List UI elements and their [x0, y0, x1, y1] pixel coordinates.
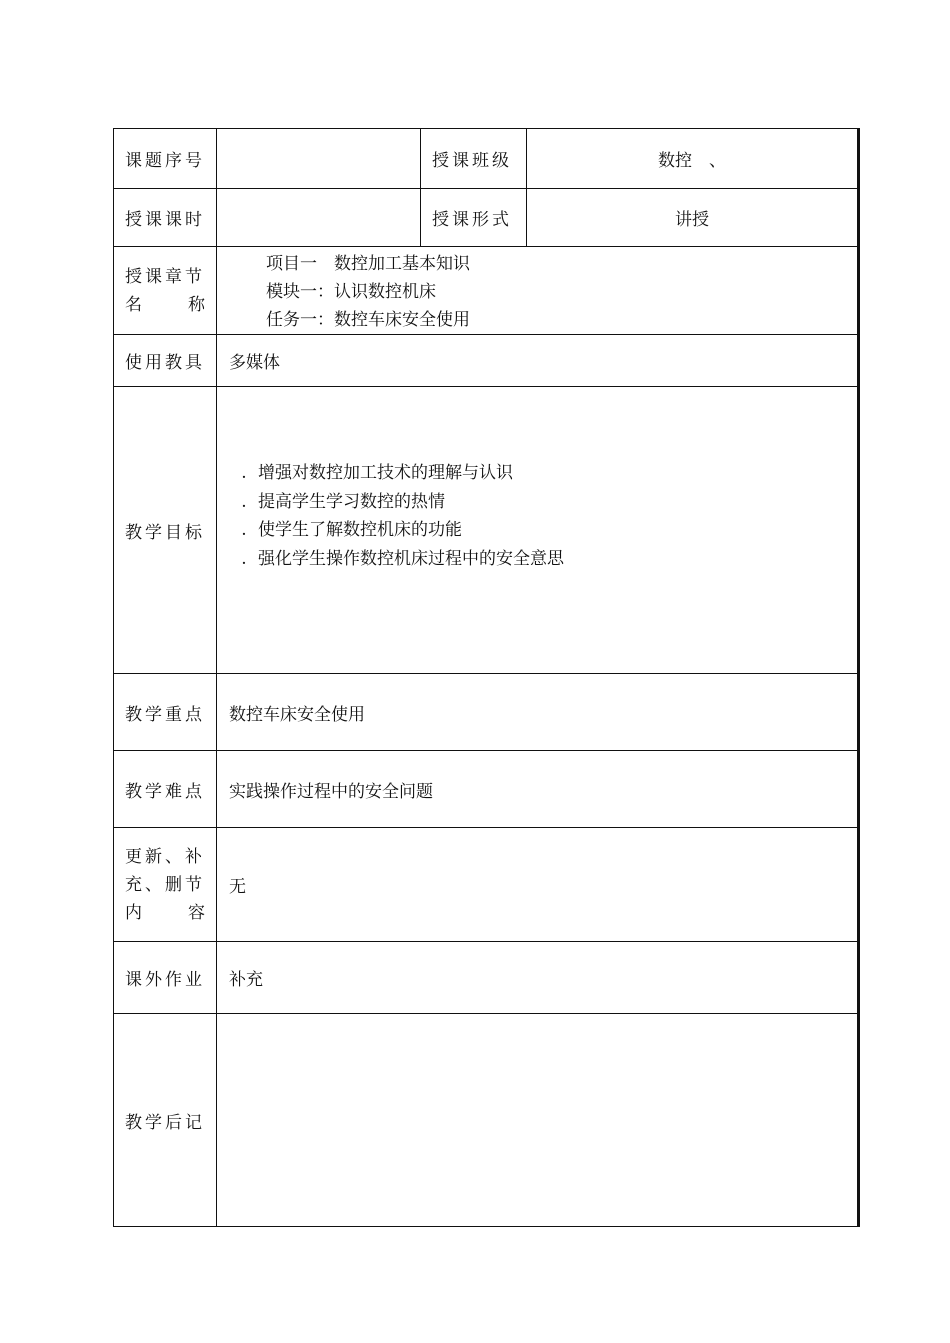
lesson-plan-table: [113, 128, 860, 1227]
chapter-label-char-b: 称: [188, 294, 208, 315]
goals-list: [217, 387, 859, 674]
form-label: 授课形式: [421, 189, 527, 247]
bullet-dot: .: [241, 520, 247, 540]
goal-text: 增强对数控加工技术的理解与认识: [258, 463, 513, 483]
goal-text: 使学生了解数控机床的功能: [258, 520, 462, 540]
form-value: 讲授: [527, 189, 859, 247]
chapter-value: [217, 247, 859, 335]
goal-item: [230, 545, 857, 574]
notes-value: [217, 1014, 859, 1227]
chapter-label-line1: 授课章节: [125, 266, 205, 287]
row-notes: [114, 1014, 859, 1227]
update-label-line1: 更新、补: [125, 846, 205, 867]
serial-value: [217, 129, 421, 189]
goal-text: 提高学生学习数控的热情: [258, 491, 445, 512]
update-label-line2: 充、删节: [125, 874, 205, 895]
row-update: [114, 828, 859, 942]
row-homework: [114, 942, 859, 1014]
key-label: 教学重点: [114, 674, 217, 751]
class-label: 授课班级: [421, 129, 527, 189]
lesson-plan-form: [113, 128, 858, 1227]
update-label-char-b: 容: [188, 902, 208, 923]
chapter-label: [114, 247, 217, 335]
row-tools: [114, 335, 859, 387]
hours-value: [217, 189, 421, 247]
row-serial: [114, 129, 859, 189]
homework-value: 补充: [217, 942, 859, 1014]
update-value: 无: [217, 828, 859, 942]
chapter-line: 任务一：数控车床安全使用: [266, 310, 470, 330]
chapter-line: 项目一 数控加工基本知识: [266, 254, 470, 274]
goal-item: [230, 459, 857, 488]
goal-item: [230, 488, 857, 517]
update-label-char-a: 内: [125, 902, 145, 923]
goal-text: 强化学生操作数控机床过程中的安全意思: [258, 548, 564, 569]
notes-label: 教学后记: [114, 1014, 217, 1227]
tools-value: 多媒体: [217, 335, 859, 387]
chapter-label-char-a: 名: [125, 294, 145, 315]
row-hours: [114, 189, 859, 247]
row-chapter: [114, 247, 859, 335]
update-label: [114, 828, 217, 942]
chapter-line: 模块一：认识数控机床: [266, 282, 436, 302]
difficulty-label: 教学难点: [114, 751, 217, 828]
homework-label: 课外作业: [114, 942, 217, 1014]
class-value: 数控 、: [527, 129, 859, 189]
bullet-dot: .: [241, 463, 247, 483]
row-goals: [114, 387, 859, 674]
chapter-label-line2: [125, 291, 216, 319]
goals-label: 教学目标: [114, 387, 217, 674]
serial-label: 课题序号: [114, 129, 217, 189]
bullet-dot: .: [241, 491, 247, 512]
row-difficulty: [114, 751, 859, 828]
row-key: [114, 674, 859, 751]
bullet-dot: .: [241, 548, 247, 569]
goal-item: [230, 516, 857, 545]
key-value: 数控车床安全使用: [217, 674, 859, 751]
difficulty-value: 实践操作过程中的安全问题: [217, 751, 859, 828]
tools-label: 使用教具: [114, 335, 217, 387]
update-label-line3: [125, 899, 216, 927]
hours-label: 授课课时: [114, 189, 217, 247]
